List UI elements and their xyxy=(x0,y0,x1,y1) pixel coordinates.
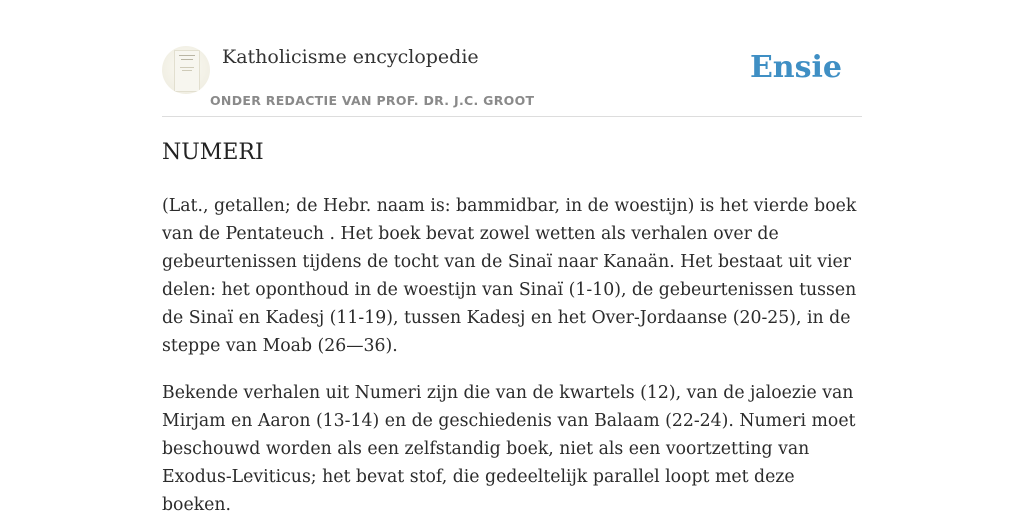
cover-page xyxy=(174,50,200,92)
cover-line xyxy=(180,67,194,68)
cover-line xyxy=(181,59,193,60)
editor-subtitle: ONDER REDACTIE VAN PROF. DR. J.C. GROOT xyxy=(210,93,535,108)
page-container xyxy=(162,0,862,515)
ensie-logo-link[interactable]: Ensie xyxy=(749,50,842,85)
entry-paragraph-1: (Lat., getallen; de Hebr. naam is: bammidbar, in de woestijn) is het vierde boek van de Pentateuch . Het boek bevat zowel wetten als verhalen over de gebeurtenissen tijdens de tocht van de Sinaï naar Kanaän. Het bestaat uit vier delen: het oponthoud in de woestijn van Sinaï (1-10), de gebeurtenissen tussen de Sinaï en Kadesj (11-19), tussen Kadesj en het Over-Jordaanse (20-25), in de steppe van Moab (26—36). xyxy=(162,196,857,356)
header xyxy=(162,0,862,117)
cover-line xyxy=(179,55,195,56)
entry-title: NUMERI xyxy=(162,140,264,165)
cover-line xyxy=(182,70,192,71)
entry-paragraph-2: Bekende verhalen uit Numeri zijn die van de kwartels (12), van de jaloezie van Mirjam en Aaron (13-14) en de geschiedenis van Balaam (22-24). Numeri moet beschouwd worden als een zelfstandig boek, niet als een voortzetting van Exodus-Leviticus; het bevat stof, die gedeeltelijk parallel loopt met deze boeken. xyxy=(162,383,856,515)
book-cover-icon[interactable] xyxy=(162,46,210,94)
encyclopedia-title[interactable]: Katholicisme encyclopedie xyxy=(222,46,479,68)
